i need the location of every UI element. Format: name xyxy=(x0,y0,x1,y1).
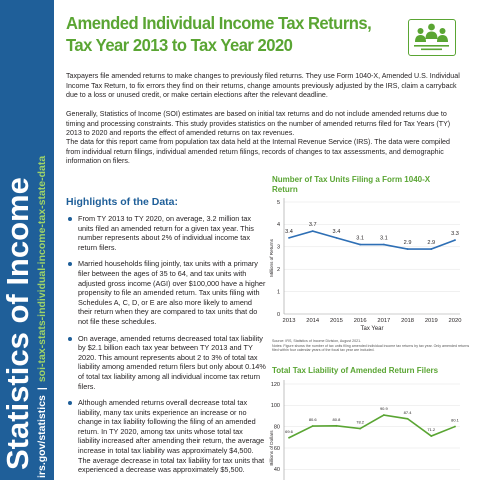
y-tick-label: 120 xyxy=(270,381,280,388)
data-point xyxy=(430,435,432,437)
highlight-item: On average, amended returns decreased total tax liability by $2.1 billion each tax year between TY 2013 and TY 2020. This amount represents about 2 to 3% of total tax liability among amended return filers but only about 0.14% of total tax liability among all individual income tax return filers. xyxy=(66,334,266,392)
page-title-line-1: Amended Individual Income Tax Returns, xyxy=(66,13,372,34)
x-tick-label: 2016 xyxy=(353,318,367,324)
x-tick-label: 2013 xyxy=(282,318,296,324)
chart-1-title: Number of Tax Units Filing a Form 1040-X Return xyxy=(272,175,431,194)
y-tick-label: 0 xyxy=(276,311,280,318)
sidebar-separator: | xyxy=(36,387,48,391)
y-tick-label: 80 xyxy=(273,424,280,431)
data-label: 3.7 xyxy=(308,222,317,229)
data-point xyxy=(383,414,385,416)
y-tick-label: 40 xyxy=(273,467,280,474)
data-point xyxy=(288,437,290,439)
x-tick-label: 2017 xyxy=(377,318,391,324)
data-label: 71.2 xyxy=(427,427,436,433)
highlight-item: From TY 2013 to TY 2020, on average, 3.2 million tax units filed an amended return for a given tax year. This number represents about 2% of individual income tax return filers. xyxy=(66,214,266,252)
data-label: 3.1 xyxy=(379,235,388,242)
data-label: 2.9 xyxy=(427,240,436,247)
intro-paragraph-2: Generally, Statistics of Income (SOI) estimates are based on initial tax returns and do not include amended returns due to timing and processing constraints. This study provides statistics on the number of amended returns filed for Tax Years (TY) 2013 to 2020 and reports the effect of amended returns on tax revenues. xyxy=(66,110,451,137)
highlights-heading: Highlights of the Data: xyxy=(66,196,178,208)
highlight-item: Although amended returns overall decrease total tax liability, many tax units experience an increase or no change in tax liability following the filing of an amended return. In TY 2020, among tax units whose total tax liability increased after amending their return, the average increase in total tax liability was approximately $4,500. The average decrease in total tax liability for tax units that experienced a decrease was approximately $5,500. xyxy=(66,398,266,475)
x-axis-title: Tax Year xyxy=(360,326,384,332)
data-label: 87.4 xyxy=(403,409,412,415)
chart-1-note: Notes: Figure shows the number of tax units filing amended individual income tax returns by tax year. Only amended returns filed within four calendar years of the focal tax year are included. xyxy=(272,343,470,353)
data-point xyxy=(454,426,456,428)
data-point xyxy=(312,425,314,427)
x-tick-label: 2015 xyxy=(329,318,343,324)
y-axis-title: Billions of Dollars xyxy=(269,430,274,466)
sidebar-url[interactable]: irs.gov/statistics xyxy=(36,395,48,478)
y-tick-label: 1 xyxy=(276,289,280,296)
data-label: 3.1 xyxy=(356,235,365,242)
sidebar-slug[interactable]: soi-tax-stats-individual-income-tax-state-data xyxy=(36,155,48,383)
data-point xyxy=(336,425,338,427)
y-tick-label: 60 xyxy=(273,445,280,452)
data-label: 3.4 xyxy=(332,228,341,235)
data-label: 80.1 xyxy=(451,417,459,423)
y-tick-label: 100 xyxy=(270,403,280,410)
data-label: 2.9 xyxy=(403,240,412,247)
intro-paragraph-3: The data for this report came from population tax data held at the Internal Revenue Service (IRS). The data were compiled from individual return filings, individual amended return filings, records of changes to tax assessments, and demographic information on filers. xyxy=(66,138,450,165)
sidebar-brand-text: Statistics of Income xyxy=(0,177,35,470)
chart-1-source: Source: IRS, Statistics of Income Division, August 2021. xyxy=(272,339,362,343)
data-label: 78.2 xyxy=(356,419,365,425)
data-label: 3.4 xyxy=(285,228,293,235)
data-point xyxy=(407,418,409,420)
y-tick-label: 2 xyxy=(276,267,280,273)
intro-paragraph-1: Taxpayers file amended returns to make changes to previously filed returns. They use Form 1040-X, Amended U.S. Individual Income Tax Return, to fix errors they find on their returns, change amounts previously adjusted by the IRS, claim a carryback due to a loss or unused credit, or make certain elections after the relevant deadline. xyxy=(66,72,460,99)
page-title-line-2: Tax Year 2013 to Tax Year 2020 xyxy=(66,34,293,56)
x-tick-label: 2019 xyxy=(424,318,438,324)
data-point xyxy=(359,428,361,430)
highlight-item: Married households filing jointly, tax units with a primary filer between the ages of 35 to 64, and tax units with adjusted gross income (AGI) over $100,000 have a higher propensity to file an amended return. Tax units filing with Schedules A, C, D, or E are also more likely to amend their return when they are compared to tax units that do not file these schedules. xyxy=(66,259,266,326)
y-axis-title: Millions of Returns xyxy=(269,239,274,277)
chart-2-title: Total Tax Liability of Amended Return Filers xyxy=(272,366,439,375)
y-tick-label: 3 xyxy=(276,244,280,251)
x-tick-label: 2014 xyxy=(306,318,320,324)
x-tick-label: 2018 xyxy=(401,318,415,324)
data-label: 80.8 xyxy=(332,416,341,422)
data-label: 90.9 xyxy=(379,406,388,412)
data-label: 80.6 xyxy=(308,417,317,423)
data-label: 3.3 xyxy=(451,231,459,238)
y-tick-label: 4 xyxy=(276,222,280,229)
y-tick-label: 5 xyxy=(276,199,280,206)
data-label: 69.6 xyxy=(285,428,293,434)
x-tick-label: 2020 xyxy=(448,318,462,324)
